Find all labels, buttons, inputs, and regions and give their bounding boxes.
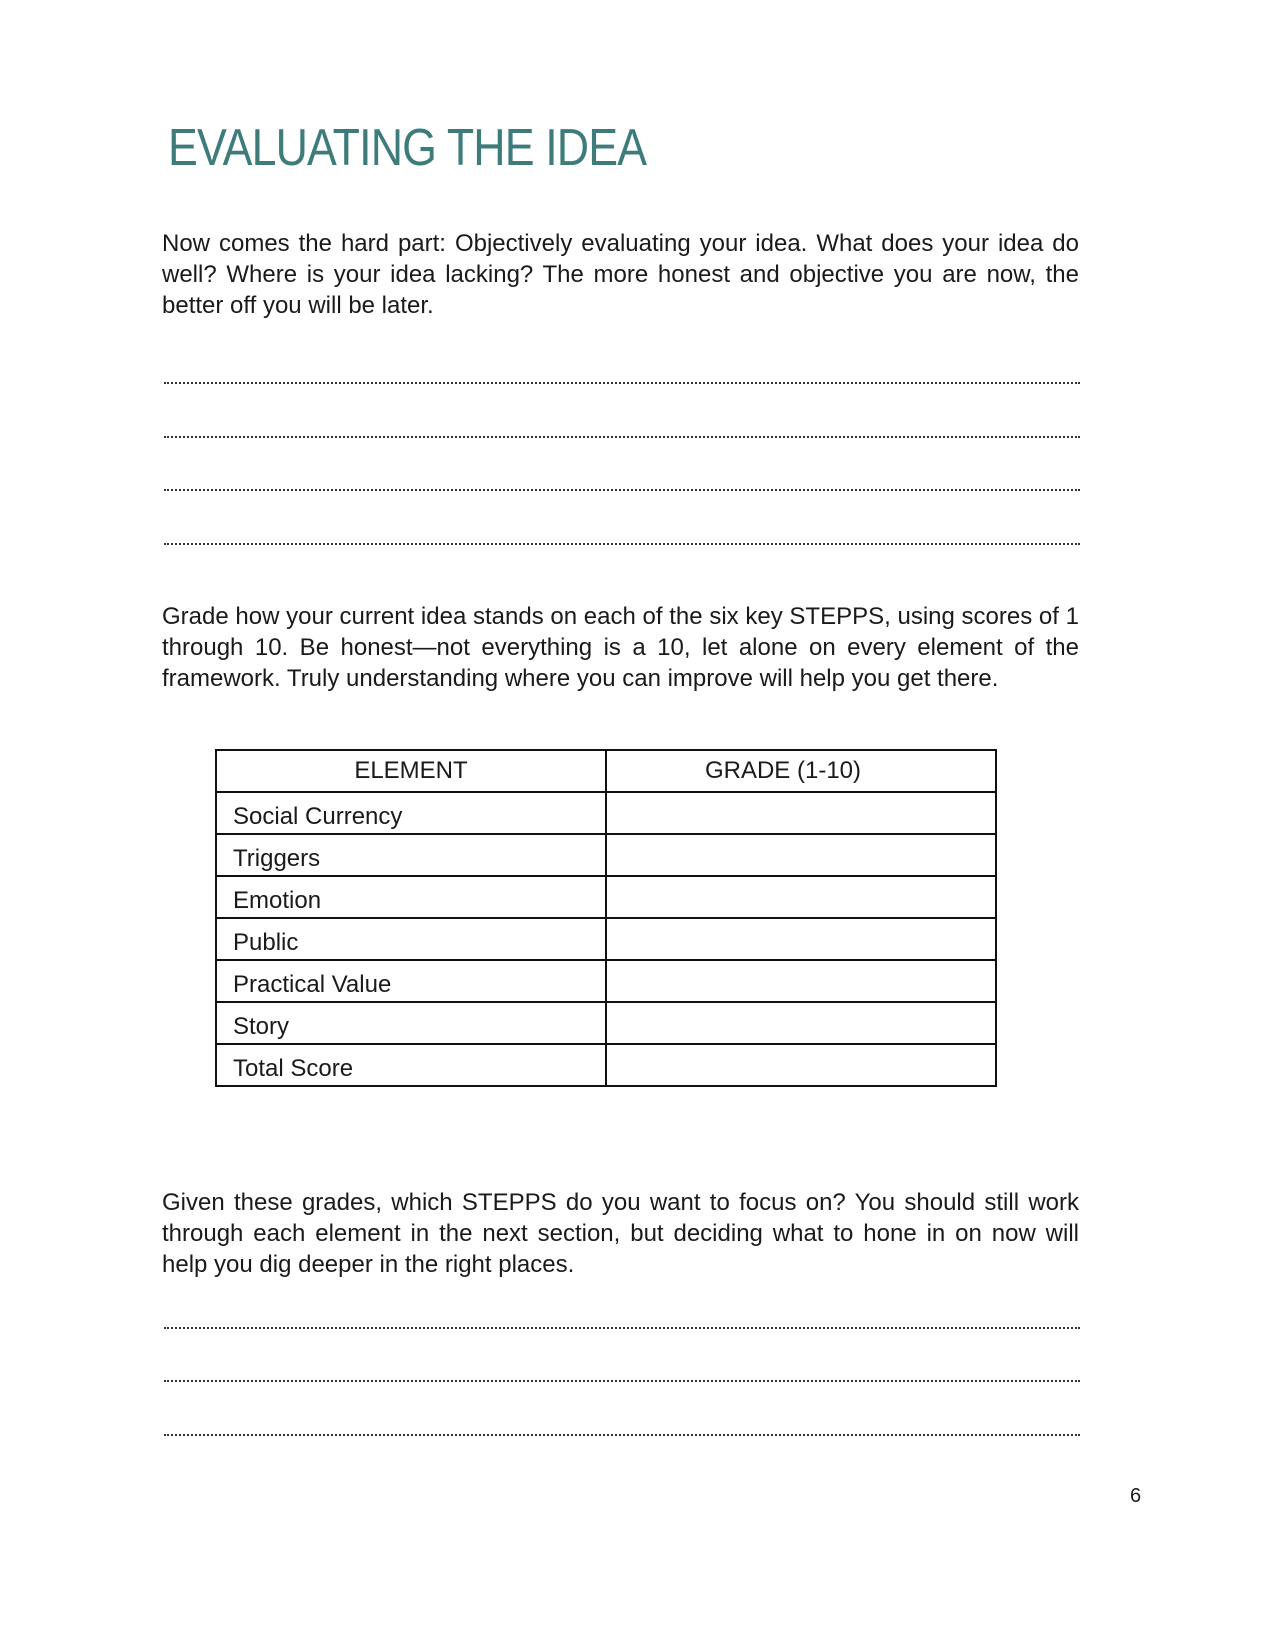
answer-line-6[interactable] — [164, 1380, 1080, 1382]
element-cell: Public — [216, 918, 606, 960]
table-row — [216, 834, 996, 876]
element-cell: Practical Value — [216, 960, 606, 1002]
table-row — [216, 918, 996, 960]
answer-line-4[interactable] — [164, 543, 1080, 545]
stepps-grade-table — [215, 749, 997, 1087]
grade-cell[interactable] — [606, 834, 996, 876]
grade-cell[interactable] — [606, 1002, 996, 1044]
grade-cell[interactable] — [606, 918, 996, 960]
element-cell: Emotion — [216, 876, 606, 918]
element-cell: Total Score — [216, 1044, 606, 1086]
answer-line-3[interactable] — [164, 489, 1080, 491]
element-cell: Triggers — [216, 834, 606, 876]
grade-cell[interactable] — [606, 876, 996, 918]
table-row — [216, 876, 996, 918]
table-header-row — [216, 750, 996, 792]
grade-cell[interactable] — [606, 792, 996, 834]
element-cell: Social Currency — [216, 792, 606, 834]
answer-line-1[interactable] — [164, 382, 1080, 384]
element-column-header: ELEMENT — [216, 750, 606, 792]
page-number: 6 — [1130, 1485, 1142, 1507]
answer-line-7[interactable] — [164, 1434, 1080, 1436]
grade-cell[interactable] — [606, 1044, 996, 1086]
intro-paragraph: Now comes the hard part: Objectively evaluating your idea. What does your idea do well? Where is your idea lacking? The more honest and objective you are now, the better off you will be later. — [162, 230, 1079, 319]
grade-instructions-paragraph: Grade how your current idea stands on each of the six key STEPPS, using scores of 1 through 10. Be honest—not everything is a 10, let alone on every element of the framework. Truly understanding where you can improve will help you get there. — [162, 603, 1079, 692]
page-title: EVALUATING THE IDEA — [168, 119, 647, 177]
answer-line-5[interactable] — [164, 1327, 1080, 1329]
answer-line-2[interactable] — [164, 436, 1080, 438]
grade-column-header: GRADE (1-10) — [606, 750, 996, 792]
focus-instructions-paragraph: Given these grades, which STEPPS do you want to focus on? You should still work through each element in the next section, but deciding what to hone in on now will help you dig deeper in the right places. — [162, 1189, 1079, 1278]
element-cell: Story — [216, 1002, 606, 1044]
table-row — [216, 960, 996, 1002]
table-row — [216, 792, 996, 834]
grade-cell[interactable] — [606, 960, 996, 1002]
table-row-total — [216, 1044, 996, 1086]
table-row — [216, 1002, 996, 1044]
